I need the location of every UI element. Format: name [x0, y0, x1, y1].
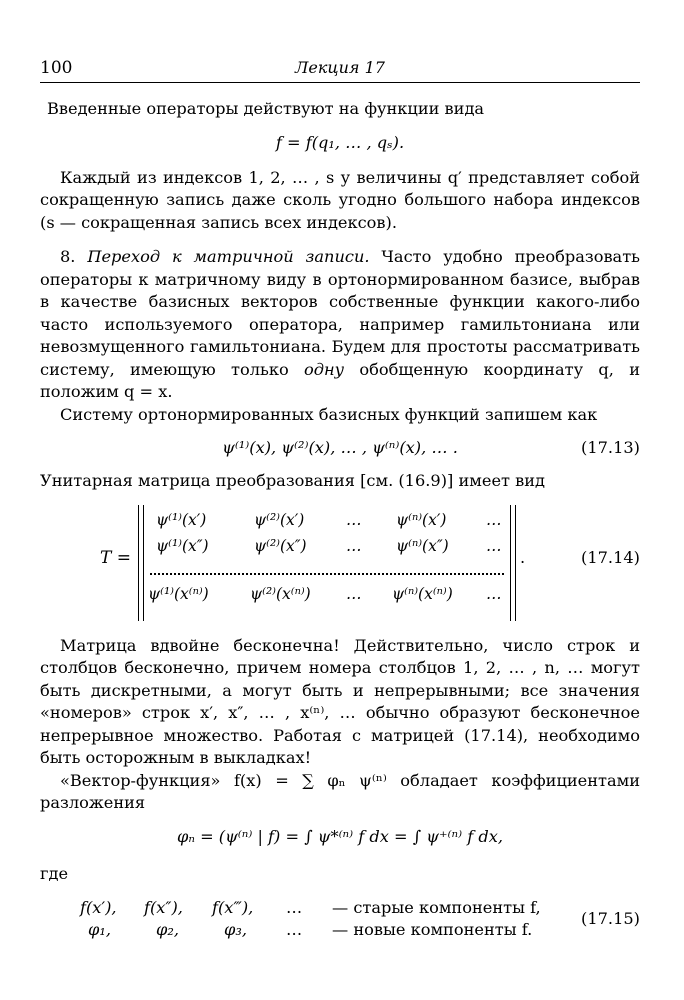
paragraph-section-8 [40, 246, 640, 404]
paragraph-vector-function: «Вектор-функция» f(x) = ∑ φₙ ψ⁽ⁿ⁾ обладает коэффициентами разложения [40, 770, 640, 812]
table-cell: — старые компоненты f, [332, 898, 541, 917]
equation-f-text: f = f(q₁, … , qₛ). [275, 132, 405, 152]
matrix-cell: … [486, 510, 502, 529]
book-page [40, 0, 640, 1000]
table-cell: f(x″), [144, 898, 183, 917]
paragraph-infinite: Матрица вдвойне бесконечна! Действительно, число строк и столбцов бесконечно, причем номера столбцов 1, 2, … , n, … могут быть дискретными, а могут быть и непрерывными; все значения «номеров» строк x′, x″, … , x⁽ⁿ⁾, … обычно образуют бесконечное непрерывное множество. Работая с матрицей (17.14), необходимо быть осторожным в выкладках! [40, 635, 640, 767]
paragraph-indices: Каждый из индексов 1, 2, … , s у величины q′ представляет собой сокращенную запись даже сколь угодно большого набора индексов (s — сокращенная запись всех индексов). [40, 167, 640, 232]
components-table [40, 891, 640, 939]
table-cell: φ₁, [88, 920, 111, 939]
page-body [40, 98, 640, 939]
paragraph-unitary: Унитарная матрица преобразования [см. (16.9)] имеет вид [40, 471, 546, 490]
equation-coefficients-text: φₙ = (ψ⁽ⁿ⁾ | f) = ∫ ψ*⁽ⁿ⁾ f dx = ∫ ψ⁺⁽ⁿ⁾ f dx, [177, 826, 503, 846]
equation-number-17-15: (17.15) [581, 909, 640, 928]
matrix-left-bar [138, 505, 144, 621]
matrix-cell: … [346, 584, 362, 603]
table-cell: … [286, 920, 303, 939]
matrix-row [146, 533, 508, 559]
section-text-end: обобщенную координату q, и положим q = x. [40, 359, 640, 401]
paragraph-basis: Систему ортонормированных базисных функций запишем как [60, 404, 598, 424]
matrix-cell: ψ⁽¹⁾(x″) [156, 536, 209, 555]
paragraph-intro: Введенные операторы действуют на функции вида [47, 99, 485, 118]
section-emphasis: одну [303, 359, 345, 379]
table-cell: f(x′), [80, 898, 117, 917]
running-title: Лекция 17 [295, 58, 385, 77]
equation-17-13 [40, 426, 640, 470]
table-cell: φ₂, [156, 920, 179, 939]
table-cell: — новые компоненты f. [332, 920, 533, 939]
paragraph-where: где [40, 863, 69, 883]
matrix-cell: ψ⁽¹⁾(x′) [156, 510, 207, 529]
equation-number-17-13: (17.13) [581, 438, 640, 457]
matrix-row [146, 581, 508, 607]
table-cell: … [286, 898, 303, 917]
matrix-cell: … [486, 536, 502, 555]
table-cell: f(x‴), [212, 898, 254, 917]
matrix-cell: … [346, 510, 362, 529]
matrix-cell: ψ⁽²⁾(x″) [254, 536, 307, 555]
equation-17-13-text: ψ⁽¹⁾(x), ψ⁽²⁾(x), … , ψ⁽ⁿ⁾(x), … . [222, 438, 458, 457]
matrix-cell: ψ⁽ⁿ⁾(x′) [396, 510, 447, 529]
table-cell: φ₃, [224, 920, 247, 939]
matrix-row [146, 507, 508, 533]
matrix-cell: ψ⁽¹⁾(x⁽ⁿ⁾) [148, 584, 209, 603]
section-number: 8. [60, 247, 76, 266]
equation-f [40, 121, 640, 167]
equation-coefficients [40, 815, 640, 863]
matrix-cell: ψ⁽²⁾(x⁽ⁿ⁾) [250, 584, 311, 603]
matrix-cell: ψ⁽ⁿ⁾(x⁽ⁿ⁾) [392, 584, 453, 603]
matrix-lhs: T = [100, 547, 131, 568]
matrix-right-bar [510, 505, 516, 621]
section-text: Часто удобно преобразовать операторы к матричному виду в ортонормированном базисе, выбрав в качестве базисных векторов собственные функции какого-либо часто используемого оператора, например гамильтониана или невозмущенного гамильтониана. Будем для простоты рассматривать систему, имеющую только [40, 247, 640, 379]
matrix-cell: ψ⁽ⁿ⁾(x″) [396, 536, 449, 555]
page-header [40, 58, 640, 83]
matrix-17-14 [40, 499, 640, 627]
matrix-cell: … [486, 584, 502, 603]
matrix-end-period: . [520, 547, 526, 567]
spacer [40, 234, 640, 246]
section-title: Переход к матричной записи. [87, 247, 370, 266]
matrix-dotted-row [150, 559, 504, 575]
matrix-cell: … [346, 536, 362, 555]
equation-number-17-14: (17.14) [581, 547, 640, 567]
matrix-grid [146, 507, 508, 607]
matrix-cell: ψ⁽²⁾(x′) [254, 510, 305, 529]
page-number: 100 [40, 58, 73, 78]
